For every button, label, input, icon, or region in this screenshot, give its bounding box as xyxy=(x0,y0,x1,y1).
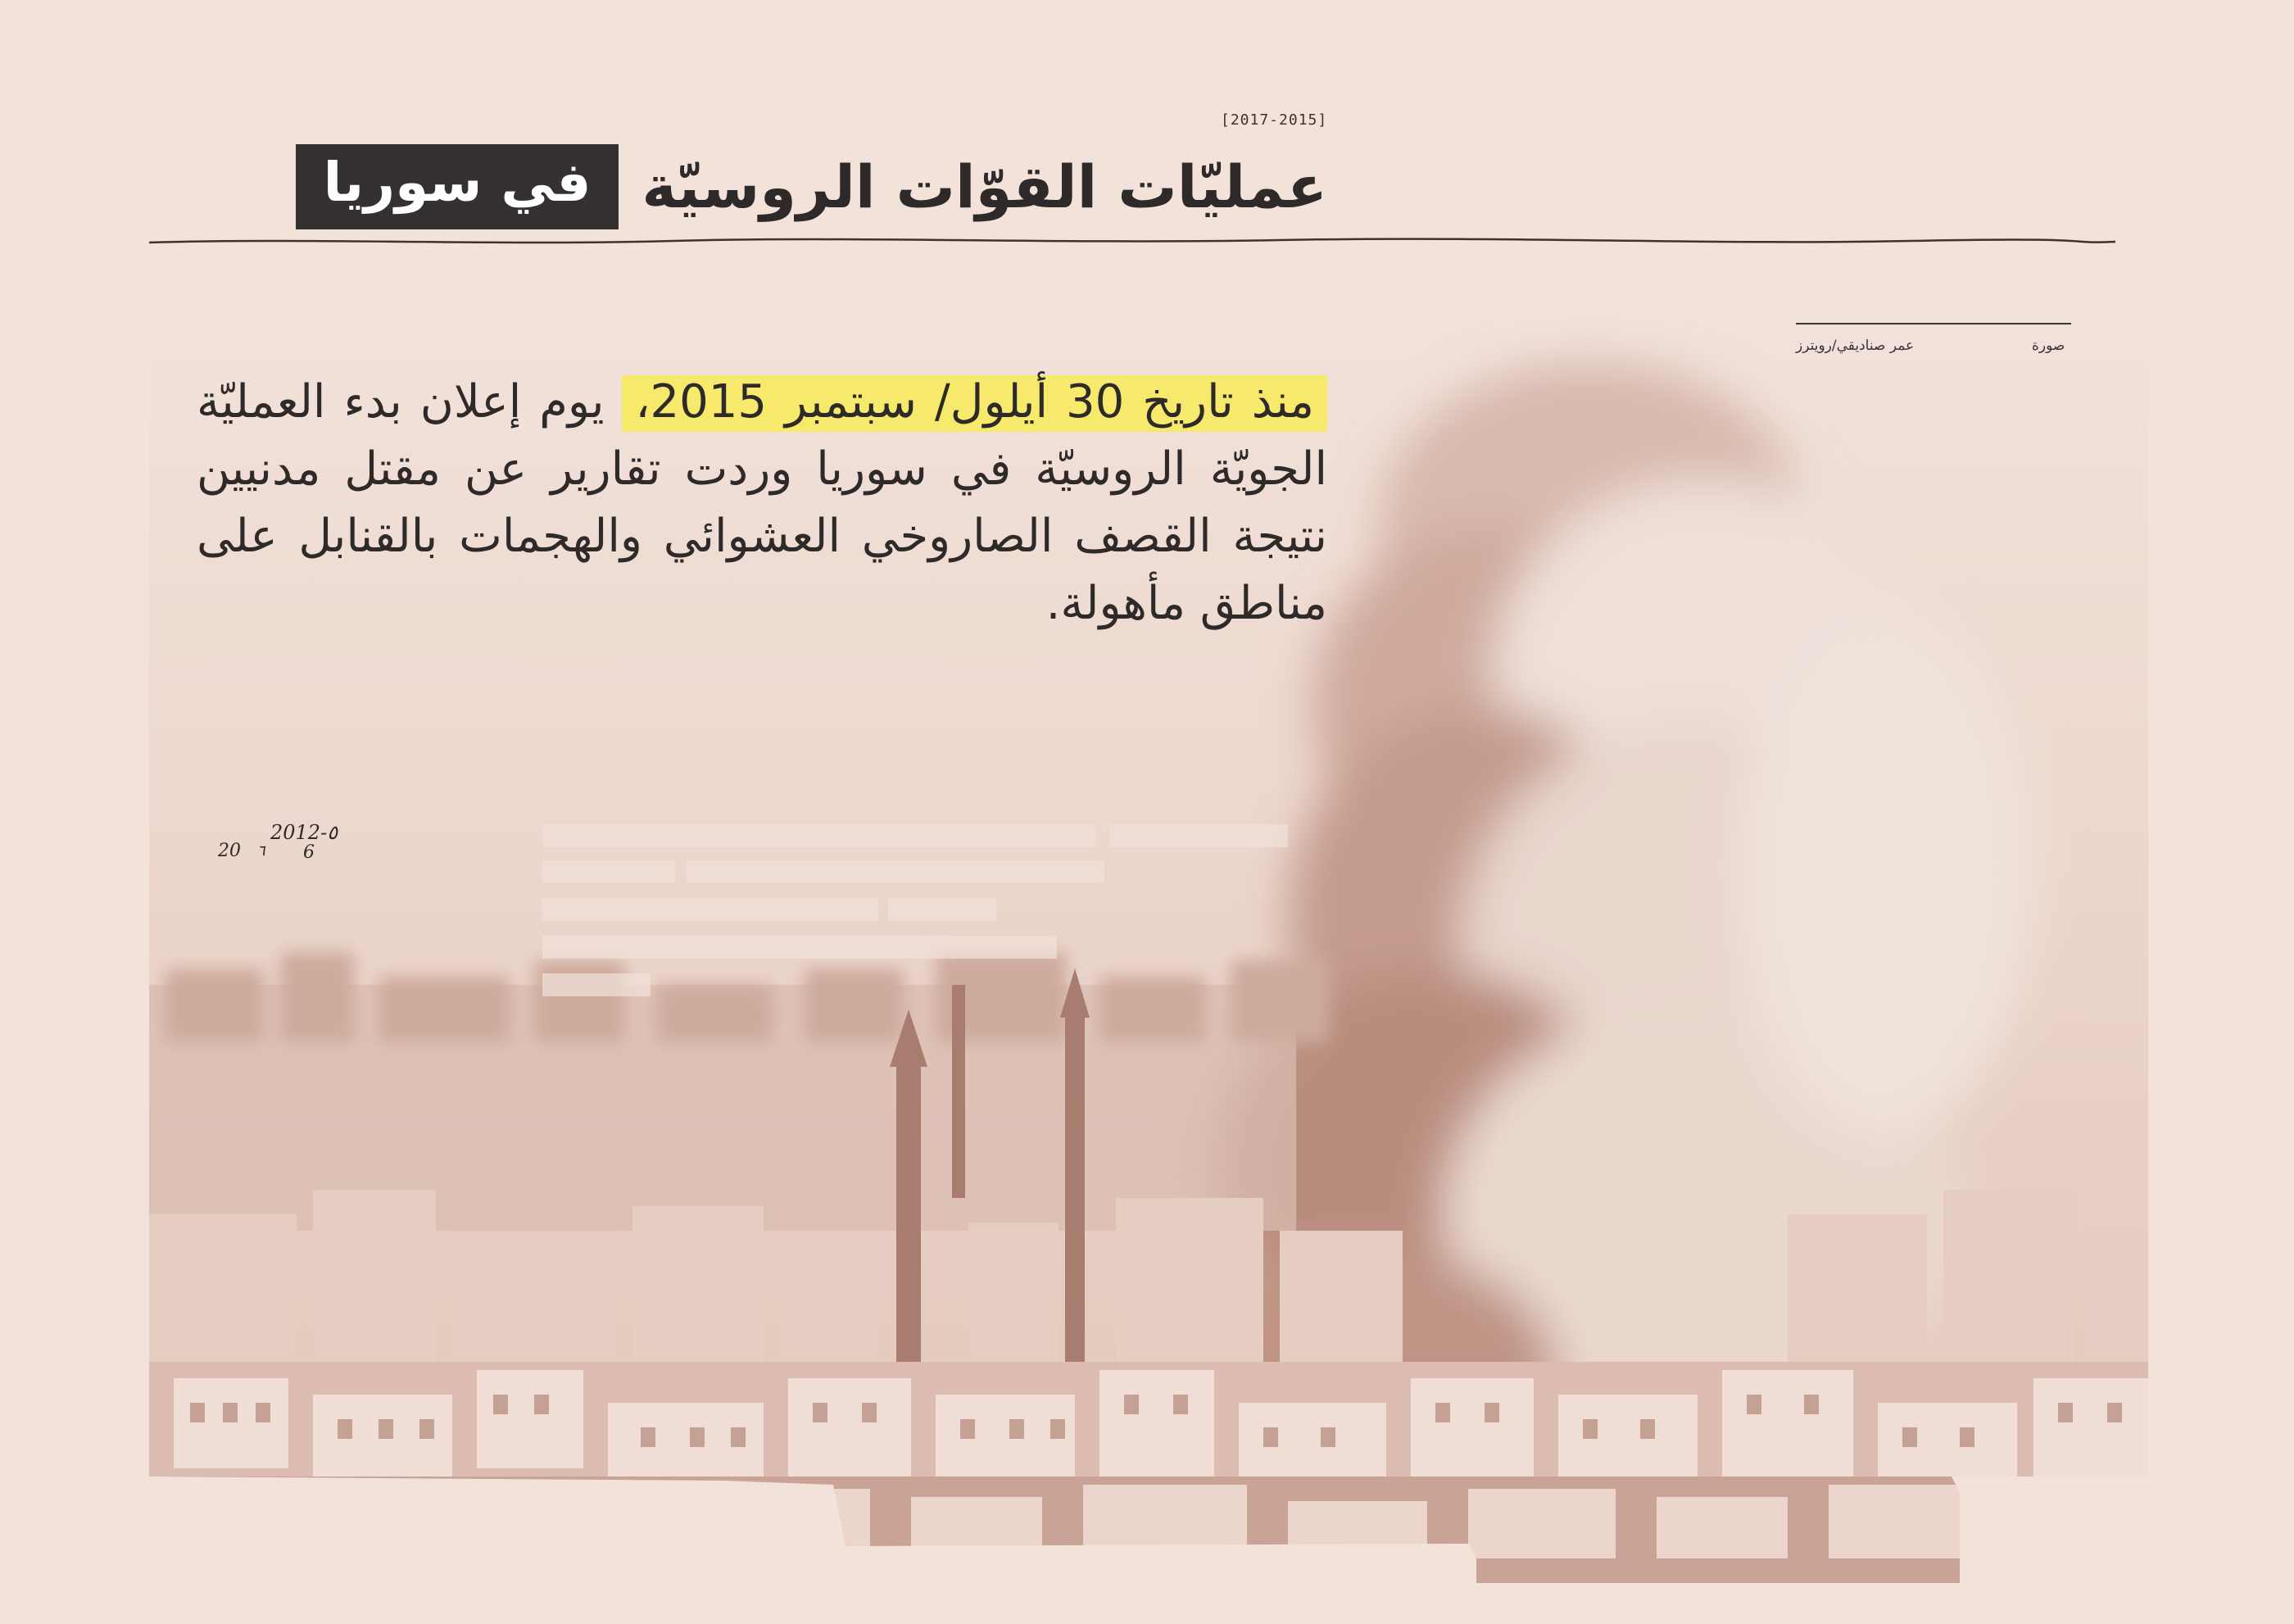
title-text: عمليّات القوّات الروسيّة xyxy=(642,152,1327,221)
blank-bar xyxy=(888,898,996,921)
blank-bar xyxy=(542,860,675,883)
date-range: [2017-2015] xyxy=(1221,111,1328,129)
blank-bar xyxy=(542,973,651,996)
blank-bar xyxy=(687,860,1104,883)
handwriting-line-1: 2012-٥ xyxy=(270,821,338,844)
blank-bar xyxy=(1109,824,1288,847)
page-title xyxy=(296,144,1327,229)
photo-credit-name: عمر صناديقي/رويترز xyxy=(1796,338,1915,354)
credit-divider xyxy=(1796,323,2071,324)
title-badge: في سوريا xyxy=(296,144,619,229)
handwriting-line-4: 6 xyxy=(303,842,315,863)
intro-text: يوم إعلان بدء العمليّة الجويّة الروسيّة في سوريا وردت تقارير عن مقتل مدنيين نتيجة القصف الصاروخي العشوائي والهجمات بالقنابل على مناطق مأهولة. xyxy=(197,375,1327,630)
blank-bar xyxy=(542,824,1096,847)
photo-credit-label: صورة xyxy=(2032,338,2065,354)
handwriting-line-3: ٦ xyxy=(257,842,265,860)
blank-bar xyxy=(542,936,1057,959)
intro-paragraph xyxy=(197,369,1327,637)
handwriting-line-2: 20 xyxy=(218,841,241,861)
intro-highlight: منذ تاريخ 30 أيلول/ سبتمبر 2015، xyxy=(622,375,1327,432)
blank-bar xyxy=(542,898,878,921)
